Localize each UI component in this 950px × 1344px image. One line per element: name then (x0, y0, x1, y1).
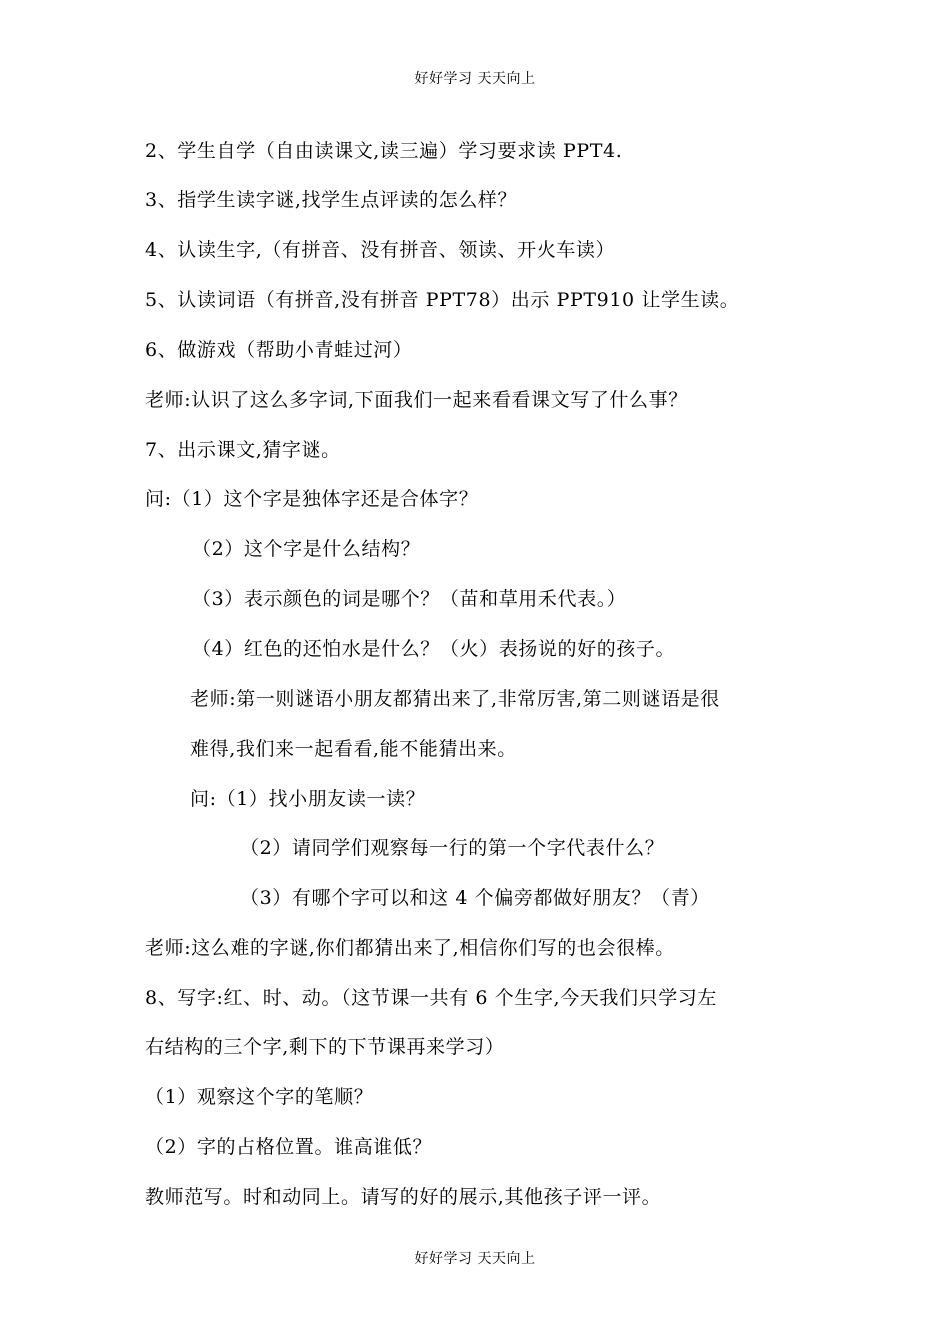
text-line: 老师:认识了这么多字词,下面我们一起来看看课文写了什么事？ (145, 389, 688, 411)
text-line: 问:（1）这个字是独体字还是合体字？ (145, 488, 479, 510)
text-line: （2）这个字是什么结构？ (192, 538, 421, 560)
text-line: 8、写字:红、时、动。（这节课一共有 6 个生字,今天我们只学习左 (145, 987, 717, 1009)
text-line: 4、认读生字,（有拼音、没有拼音、领读、开火车读） (145, 239, 616, 261)
text-line: 问:（1）找小朋友读一读？ (190, 788, 426, 810)
text-line: 5、认读词语（有拼音,没有拼音 PPT78）出示 PPT910 让学生读。 (145, 289, 740, 311)
text-line: （1）观察这个字的笔顺？ (145, 1086, 374, 1108)
text-line: 6、做游戏（帮助小青蛙过河） (145, 339, 413, 361)
text-line: （2）请同学们观察每一行的第一个字代表什么？ (240, 837, 665, 859)
text-line: 7、出示课文,猜字谜。 (145, 439, 341, 461)
text-line: 老师:第一则谜语小朋友都猜出来了,非常厉害,第二则谜语是很 (190, 688, 720, 710)
text-line: 教师范写。时和动同上。请写的好的展示,其他孩子评一评。 (145, 1186, 662, 1208)
page-footer: 好好学习 天天向上 (414, 1251, 536, 1267)
text-line: （3）表示颜色的词是哪个？（苗和草用禾代表。） (192, 588, 627, 610)
text-line: 3、指学生读字谜,找学生点评读的怎么样？ (145, 189, 518, 211)
page-header: 好好学习 天天向上 (414, 71, 536, 87)
text-line: 2、学生自学（自由读课文,读三遍）学习要求读 PPT4. (145, 140, 623, 162)
text-line: 右结构的三个字,剩下的下节课再来学习） (145, 1036, 505, 1058)
text-line: （4）红色的还怕水是什么？（火）表扬说的好的孩子。 (192, 638, 676, 660)
text-line: 老师:这么难的字谜,你们都猜出来了,相信你们写的也会很棒。 (145, 937, 675, 959)
text-line: 难得,我们来一起看看,能不能猜出来。 (190, 738, 517, 760)
text-line: （3）有哪个字可以和这 4 个偏旁都做好朋友？（青） (240, 887, 710, 909)
text-line: （2）字的占格位置。谁高谁低？ (145, 1136, 433, 1158)
